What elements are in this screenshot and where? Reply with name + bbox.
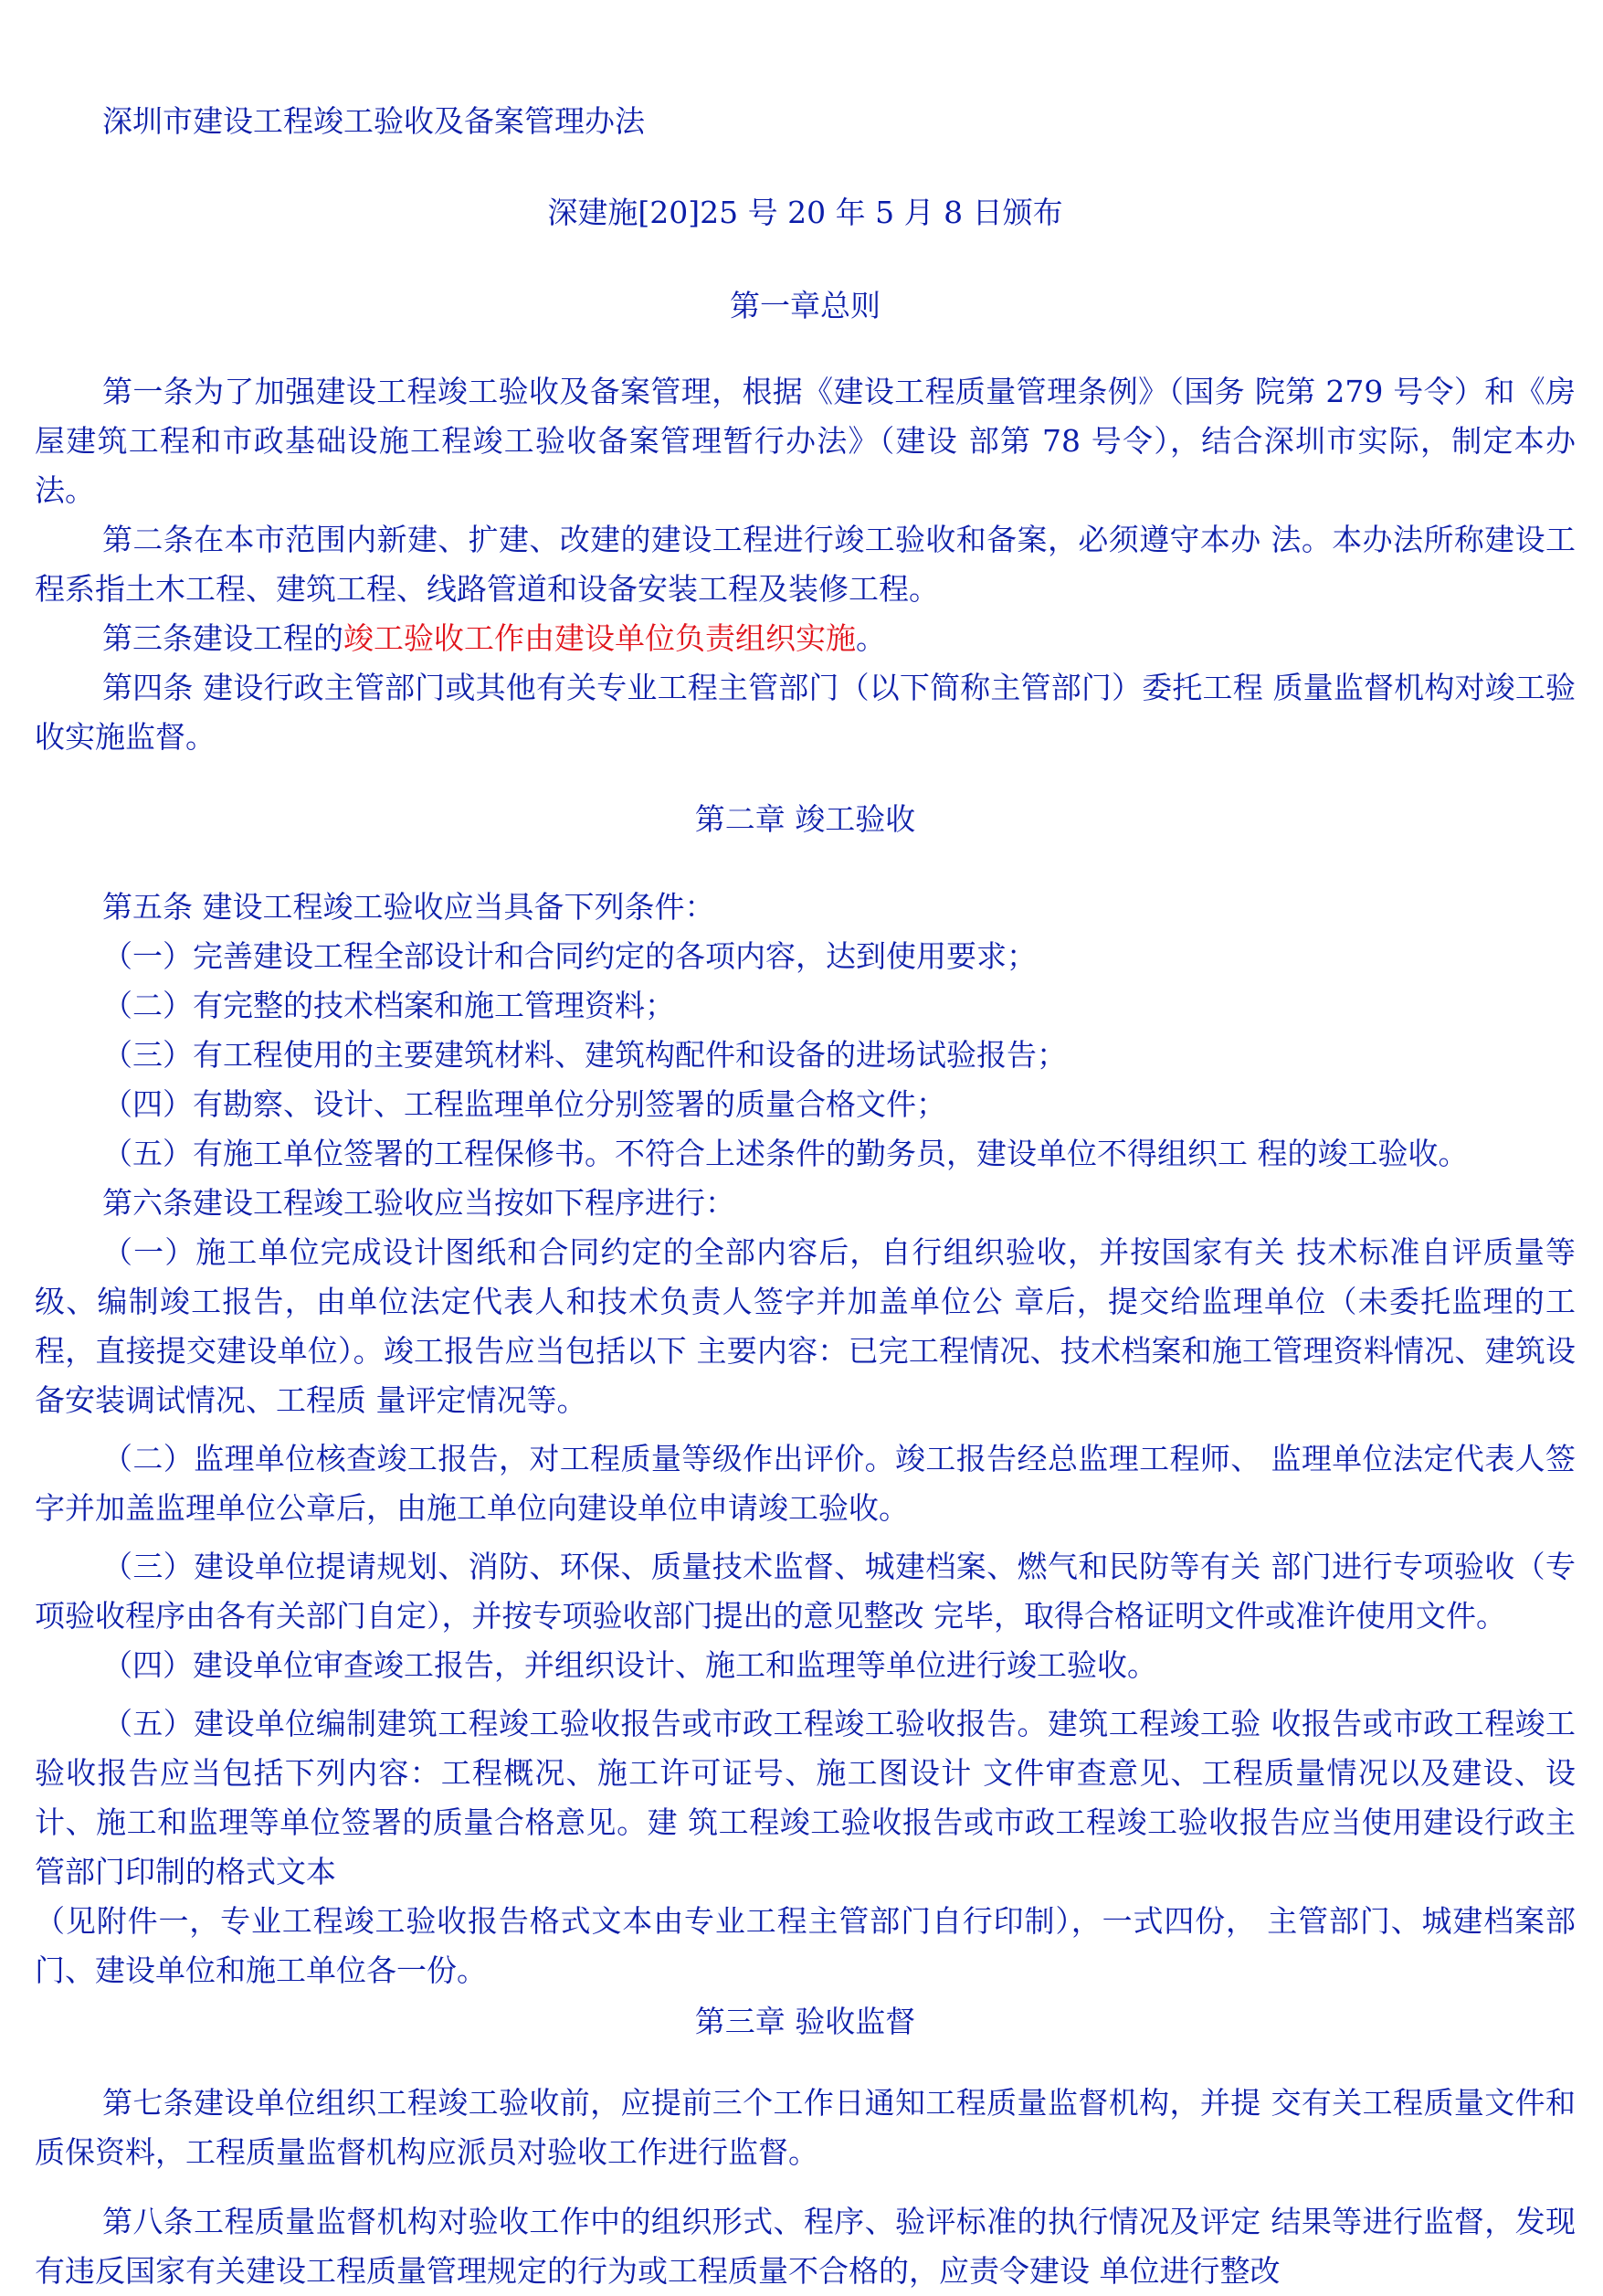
chapter-3-heading: 第三章 验收监督 — [694, 2004, 916, 2039]
article-5-item-4: （四）有勘察、设计、工程监理单位分别签署的质量合格文件； — [102, 1086, 946, 1122]
article-6-item-5: （五）建设单位编制建筑工程竣工验收报告或市政工程竣工验收报告。建筑工程竣工验 收报告或市政工程竣工验收报告应当包括下列内容：工程概况、施工许可证号、施工图设计 文件审查意见、工程质量情况以及建设、设计、施工和监理等单位签署的质量合格意见。建 筑工程竣工验收报告或市政工程竣工验收报告应当使用建设行政主管部门印制的格式文本 — [35, 1706, 1576, 1889]
article-6-item-2: （二）监理单位核查竣工报告，对工程质量等级作出评价。竣工报告经总监理工程师、 监理单位法定代表人签字并加盖监理单位公章后，由施工单位向建设单位申请竣工验收。 — [35, 1441, 1576, 1526]
article-2: 第二条在本市范围内新建、扩建、改建的建设工程进行竣工验收和备案，必须遵守本办 法。本办法所称建设工程系指土木工程、建筑工程、线路管道和设备安装工程及装修工程。 — [35, 522, 1576, 607]
article-6-item-5-continuation: （见附件一，专业工程竣工验收报告格式文本由专业工程主管部门自行印制），一式四份， 主管部门、城建档案部门、建设单位和施工单位各一份。 — [35, 1903, 1576, 1988]
article-5-item-5: （五）有施工单位签署的工程保修书。不符合上述条件的勤务员，建设单位不得组织工 程的竣工验收。 — [102, 1136, 1469, 1171]
article-6-item-4: （四）建设单位审查竣工报告，并组织设计、施工和监理等单位进行竣工验收。 — [102, 1647, 1157, 1683]
article-4: 第四条 建设行政主管部门或其他有关专业工程主管部门（以下简称主管部门）委托工程 质量监督机构对竣工验收实施监督。 — [35, 670, 1576, 755]
article-3 — [35, 614, 1576, 663]
article-3-suffix: 。 — [856, 620, 886, 656]
article-5-item-2: （二）有完整的技术档案和施工管理资料； — [102, 988, 675, 1023]
article-5-item-1: （一）完善建设工程全部设计和合同约定的各项内容，达到使用要求； — [102, 938, 1037, 974]
chapter-1-heading: 第一章总则 — [730, 288, 881, 323]
article-8: 第八条工程质量监督机构对验收工作中的组织形式、程序、验评标准的执行情况及评定 结果等进行监督，发现有违反国家有关建设工程质量管理规定的行为或工程质量不合格的，应责令建设 单位进行整改 — [35, 2204, 1576, 2289]
chapter-2-heading: 第二章 竣工验收 — [694, 801, 916, 837]
article-7: 第七条建设单位组织工程竣工验收前，应提前三个工作日通知工程质量监督机构，并提 交有关工程质量文件和质保资料，工程质量监督机构应派员对验收工作进行监督。 — [35, 2085, 1576, 2170]
article-3-highlight: 竣工验收工作由建设单位负责组织实施 — [343, 620, 856, 656]
article-5-intro: 第五条 建设工程竣工验收应当具备下列条件： — [102, 889, 715, 925]
article-1: 第一条为了加强建设工程竣工验收及备案管理，根据《建设工程质量管理条例》（国务 院第 279 号令）和《房屋建筑工程和市政基础设施工程竣工验收备案管理暂行办法》（建设 部第 78 号令），结合深圳市实际，制定本办法。 — [35, 374, 1576, 508]
article-5-item-3: （三）有工程使用的主要建筑材料、建筑构配件和设备的进场试验报告； — [102, 1037, 1067, 1073]
article-3-prefix: 第三条建设工程的 — [102, 620, 343, 656]
article-6-item-3: （三）建设单位提请规划、消防、环保、质量技术监督、城建档案、燃气和民防等有关 部门进行专项验收（专项验收程序由各有关部门自定），并按专项验收部门提出的意见整改 完毕，取得合格证明文件或准许使用文件。 — [35, 1549, 1576, 1634]
article-6-intro: 第六条建设工程竣工验收应当按如下程序进行： — [102, 1185, 735, 1221]
issuance-line: 深建施[20]25 号 20 年 5 月 8 日颁布 — [547, 195, 1063, 230]
article-6-item-1: （一）施工单位完成设计图纸和合同约定的全部内容后，自行组织验收，并按国家有关 技术标准自评质量等级、编制竣工报告，由单位法定代表人和技术负责人签字并加盖单位公 章后，提交给监理单位（未委托监理的工程，直接提交建设单位）。竣工报告应当包括以下 主要内容：已完工程情况、技术档案和施工管理资料情况、建筑设备安装调试情况、工程质 量评定情况等。 — [35, 1234, 1576, 1418]
document-title: 深圳市建设工程竣工验收及备案管理办法 — [102, 103, 645, 139]
